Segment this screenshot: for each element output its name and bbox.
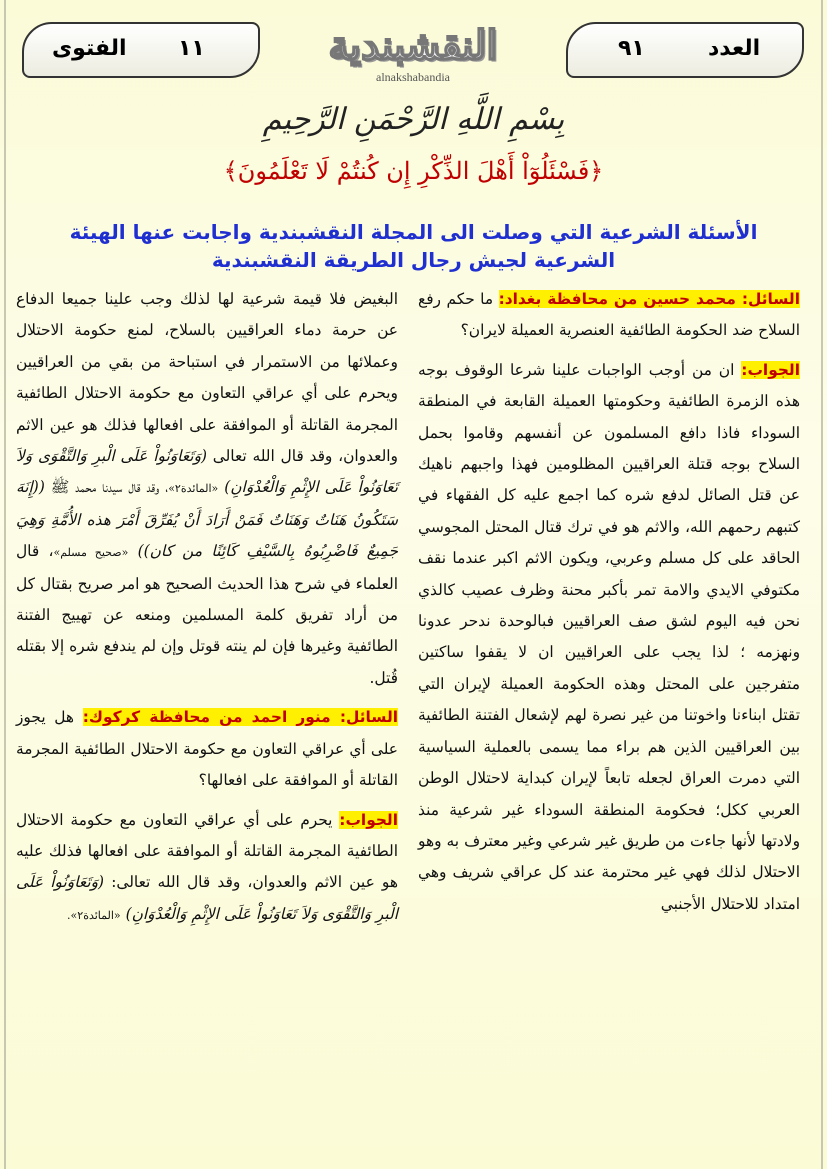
question-2-text: هل يجوز على أي عراقي التعاون مع حكومة الاحتلال الطائفية المجرمة القاتلة أو الموافقة على افعالها؟ [16,708,398,790]
answer-1-label: الجواب: [741,360,800,379]
left-border-line [4,0,6,1169]
question-2 [16,702,398,796]
logo-url: alnakshabandia [376,70,450,84]
answer-1-quote: (وَتَعَاوَنُواْ عَلَى الْبرِ وَالتَّقْوَى وَلاَ تَعَاوَنُواْ عَلَى الإِثْمِ وَالْعُدْوَانِ) [16,447,398,497]
issue-badge [566,22,804,78]
basmala: بِسْمِ اللَّهِ الرَّحْمَنِ الرَّحِيمِ [262,102,565,137]
issue-label: العدد [708,36,761,61]
issue-number: ٩١ [618,36,645,61]
answer-2 [16,805,398,932]
page-number: ١١ [178,36,205,61]
asker-1: السائل: محمد حسين من محافظة بغداد: [498,290,800,308]
answer-1 [418,355,800,920]
answer-1-ref2: «صحيح مسلم» [53,546,129,560]
magazine-logo [283,20,543,84]
section-label: الفتوى [52,36,127,61]
answer-2-quote: (وَتَعَاوَنُواْ عَلَى الْبرِ وَالتَّقْوَى وَلاَ تَعَاوَنُواْ عَلَى الإِثْمِ وَالْعُدْوَانِ) [16,873,398,923]
question-1 [418,284,800,347]
answer-1-hadith: ((إِنَهَ سَتَكُونُ هَنَاتٌ وَهَنَاتٌ فَمَنْ أَرَادَ أَنْ يُفَرِّقَ أَمْرَ هذه الأُمَّةِ وَهِيَ جَمِيعٌ فَاضْرِبُوهُ بِالسَّيْفِ كَائِنًا من كان)) [16,478,398,561]
answer-2-label: الجواب: [339,810,398,829]
quran-verse: ﴿فَسْئَلُوٓاْ أَهْلَ الذِّكْرِ إِن كُنتُمْ لَا تَعْلَمُونَ﴾ [223,157,604,185]
answer-2-ref: «المائدة٢». [67,908,121,922]
right-border-line [821,0,823,1169]
answer-2-text: يحرم على أي عراقي التعاون مع حكومة الاحتلال الطائفية المجرمة القاتلة أو الموافقة على افعالها فذلك عليه هو عين الاثم والعدوان، وقد قال الله تعالى: [16,810,398,892]
answer-1-continued [16,284,398,694]
logo-text: النقشبندية [328,22,498,69]
answer-1-part3: ، قال العلماء في شرح هذا الحديث الصحيح هو امر صريح بقتال كل من أراد تفريق كلمة المسلمين ومنعه عن تهييج الفتنة الطائفية وغيرها فإن لم ينته قوتل وإن لم يندفع شره إلا بقتله قُتل. [16,542,398,687]
left-column [16,284,398,939]
answer-1-ref1: «المائدة٢» [168,482,219,496]
asker-2: السائل: منور احمد من محافظة كركوك: [82,708,399,727]
answer-1-part1: ان من أوجب الواجبات علينا شرعا الوقوف بوجه هذه الزمرة الطائفية وحكومتها العميلة القابعة في المنطقة السوداء فاذا دافع المسلمون عن أنفسهم وقاموا بحمل السلاح بوجه قتلة العراقيين المظلومين فهذا واجبهم ناهيك عن قتل الصائل لدفع شره كما اجمع عليه كل الفقهاء في كتبهم رحمهم الله، والاثم هو في ترك قتال المحتل المجوسي الحاقد على كل مسلم وعربي، ويكون الاثم اكبر عندما نقف مكتوفي الايدي والامة تمر بأكبر محنة وظرف عصيب كالذي نحن فيه اليوم لشق صف العراقيين فبالوحدة ندحر عدونا ونهزمه ؛ لذا يجب على العراقيين ان لا يقفوا ساكتين متفرجين على المحتل وهذه الحكومة العميلة لإيران التي تقتل ابناءنا واخوتنا من غير نصرة لهم لإشعال الفتنة الطائفية بين العراقيين الذين هم براء مما يسمى بالعملية السياسية التي دمرت العراق لجعله تابعاً لإيران كبداية لاحتلال الوطن العربي ككل؛ فحكومة المنطقة السوداء غير شرعية منذ ولادتها لأنها جاءت من طريق غير شرعي وغير معترف به وهو الاحتلال لذلك فهي غير محترمة عند كل عراقي شريف وهي امتداد للاحتلال الأجنبي [418,360,800,913]
answer-1-bridge: ، وقد قال سيدنا محمد ﷺ [50,478,169,497]
answer-1-part2: البغيض فلا قيمة شرعية لها لذلك وجب علينا جميعا الدفاع عن حرمة دماء العراقيين بالسلاح، لمنع حكومة الاحتلال وعملائها من الاستمرار في استباحة من بقي من العراقيين ويحرم على أي عراقي التعاون مع حكومة الاحتلال الطائفية المجرمة القاتلة أو الموافقة على افعالها فذلك هو عين الاثم والعدوان، وقد قال الله تعالى [16,290,398,466]
page-title: الأسئلة الشرعية التي وصلت الى المجلة النقشبندية واجابت عنها الهيئة الشرعية لجيش رجال الطريقة النقشبندية [69,220,758,272]
question-1-text: ما حكم رفع السلاح ضد الحكومة الطائفية العنصرية العميلة لايران؟ [418,290,800,340]
right-column [418,284,800,928]
